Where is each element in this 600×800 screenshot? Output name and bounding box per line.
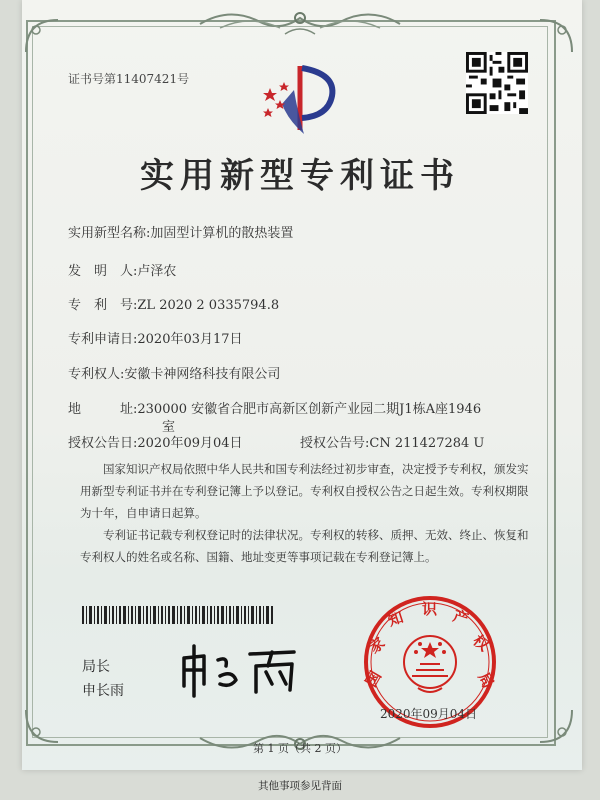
footer-note: 其他事项参见背面 bbox=[258, 780, 342, 792]
certificate-title: 实用新型专利证书 bbox=[140, 156, 460, 196]
signatory-title: 局长 bbox=[82, 659, 110, 675]
name-label: 实用新型名称: bbox=[68, 226, 151, 241]
field-grant-number bbox=[300, 432, 484, 451]
cnipa-logo-icon bbox=[258, 60, 338, 140]
svg-text:国: 国 bbox=[361, 667, 385, 690]
patentee-value: 安徽卡神网络科技有限公司 bbox=[124, 367, 281, 382]
seal-date: 2020年09月04日 bbox=[380, 707, 478, 721]
svg-text:家: 家 bbox=[365, 633, 389, 658]
paragraph-legal-status: 专利证书记载专利权登记时的法律状况。专利权的转移、质押、无效、终止、恢复和专利权人的姓名或名称、国籍、地址变更等事项记载在专利登记簿上。 bbox=[80, 528, 529, 564]
page-number: 第 1 页（共 2 页） bbox=[253, 742, 347, 755]
field-address bbox=[68, 398, 481, 417]
certificate-number: 证书号第11407421号 bbox=[68, 72, 190, 86]
grant-number-label: 授权公告号: bbox=[300, 436, 370, 451]
svg-text:识: 识 bbox=[422, 600, 438, 618]
grant-date-label: 授权公告日: bbox=[68, 436, 138, 451]
inventor-value: 卢泽农 bbox=[137, 264, 177, 279]
name-value: 加固型计算机的散热装置 bbox=[150, 226, 294, 241]
patentee-label: 专利权人: bbox=[68, 367, 125, 382]
handwritten-signature bbox=[176, 640, 306, 700]
patent-number-label: 专 利 号: bbox=[68, 298, 138, 313]
field-utility-model-name bbox=[68, 222, 293, 241]
svg-text:知: 知 bbox=[385, 608, 406, 630]
corner-ornament-top-right bbox=[536, 16, 576, 56]
field-patentee bbox=[68, 363, 280, 382]
address-label: 地 址: bbox=[68, 402, 138, 417]
filing-date-value: 2020年03月17日 bbox=[137, 332, 243, 347]
field-grant-date bbox=[68, 432, 243, 451]
field-inventor bbox=[68, 260, 176, 279]
qr-code-icon bbox=[466, 52, 528, 114]
inventor-label: 发 明 人: bbox=[68, 264, 138, 279]
svg-text:产: 产 bbox=[450, 606, 471, 629]
grant-date-value: 2020年09月04日 bbox=[137, 436, 243, 451]
address-value-line2: 室 bbox=[162, 420, 176, 435]
top-ornament bbox=[190, 4, 410, 38]
patent-number-value: ZL 2020 2 0335794.8 bbox=[137, 298, 280, 313]
field-filing-date bbox=[68, 328, 243, 347]
svg-text:权: 权 bbox=[469, 631, 493, 655]
grant-number-value: CN 211427284 U bbox=[369, 436, 485, 451]
paragraph-grant-statement: 国家知识产权局依照中华人民共和国专利法经过初步审查，决定授予专利权，颁发实用新型专利证书并在专利登记簿上予以登记。专利权自授权公告之日起生效。专利权期限为十年，自申请日起算。 bbox=[80, 462, 529, 520]
field-patent-number bbox=[68, 294, 279, 313]
signatory-name: 申长雨 bbox=[82, 683, 124, 699]
address-value-line1: 230000 安徽省合肥市高新区创新产业园二期J1栋A座1946 bbox=[137, 402, 482, 417]
svg-text:局: 局 bbox=[474, 669, 498, 692]
filing-date-label: 专利申请日: bbox=[68, 332, 138, 347]
barcode-icon bbox=[82, 606, 274, 624]
corner-ornament-top-left bbox=[22, 16, 62, 56]
